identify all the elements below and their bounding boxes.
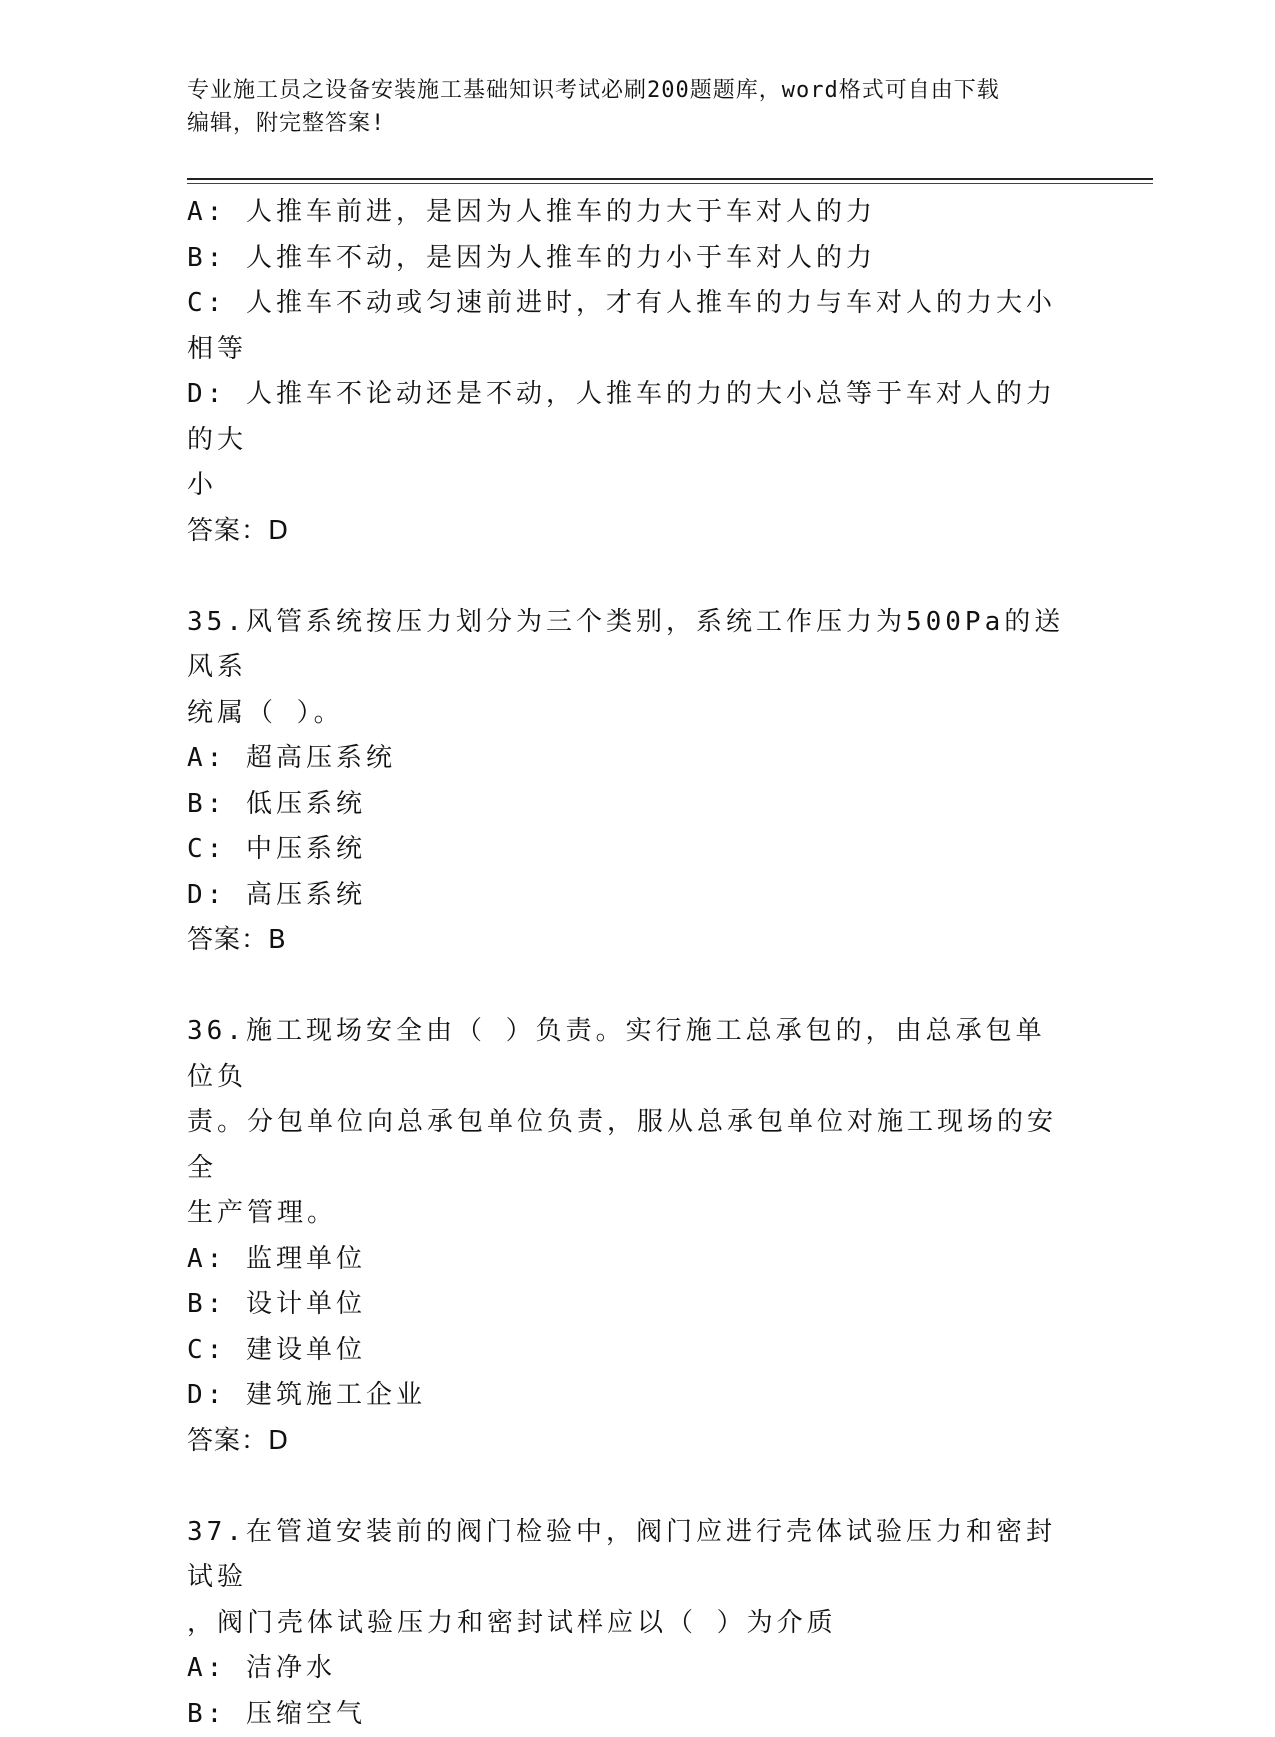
option-a: A: 超高压系统 xyxy=(187,736,1067,782)
header-title-line-2: 编辑，附完整答案! xyxy=(187,107,1067,140)
question-stem-line: 37.在管道安装前的阀门检验中，阀门应进行壳体试验压力和密封试验 xyxy=(187,1510,1067,1601)
option-b: B: 压缩空气 xyxy=(187,1692,1067,1737)
option-b: B: 设计单位 xyxy=(187,1282,1067,1328)
option-c: C: 人推车不动或匀速前进时，才有人推车的力与车对人的力大小相等 xyxy=(187,281,1067,372)
header-divider-thin xyxy=(187,183,1153,184)
option-d: D: 建筑施工企业 xyxy=(187,1373,1067,1419)
header-divider-thick xyxy=(187,178,1153,180)
question-35-block xyxy=(187,600,1067,964)
answer: 答案：B xyxy=(187,918,1067,964)
option-d: D: 高压系统 xyxy=(187,873,1067,919)
option-a: A: 洁净水 xyxy=(187,1646,1067,1692)
option-d-continued: 小 xyxy=(187,463,1067,509)
answer: 答案：D xyxy=(187,509,1067,555)
spacer xyxy=(187,964,1067,1010)
answer: 答案：D xyxy=(187,1419,1067,1465)
option-a: A: 监理单位 xyxy=(187,1237,1067,1283)
question-content xyxy=(187,190,1067,1737)
question-34-block xyxy=(187,190,1067,554)
page-header xyxy=(187,74,1067,140)
question-stem-line: 生产管理。 xyxy=(187,1191,1067,1237)
question-stem-line: 35.风管系统按压力划分为三个类别，系统工作压力为500Pa的送风系 xyxy=(187,600,1067,691)
question-stem-line: 36.施工现场安全由（ ）负责。实行施工总承包的，由总承包单位负 xyxy=(187,1009,1067,1100)
question-stem-line: 责。分包单位向总承包单位负责，服从总承包单位对施工现场的安全 xyxy=(187,1100,1067,1191)
spacer xyxy=(187,554,1067,600)
header-title-line-1: 专业施工员之设备安装施工基础知识考试必刷200题题库，word格式可自由下载 xyxy=(187,74,1067,107)
option-c: C: 中压系统 xyxy=(187,827,1067,873)
question-37-block xyxy=(187,1510,1067,1737)
question-36-block xyxy=(187,1009,1067,1464)
spacer xyxy=(187,1464,1067,1510)
option-a: A: 人推车前进，是因为人推车的力大于车对人的力 xyxy=(187,190,1067,236)
option-b: B: 人推车不动，是因为人推车的力小于车对人的力 xyxy=(187,236,1067,282)
option-c: C: 建设单位 xyxy=(187,1328,1067,1374)
question-stem-line: 统属（ ）。 xyxy=(187,691,1067,737)
option-d: D: 人推车不论动还是不动，人推车的力的大小总等于车对人的力的大 xyxy=(187,372,1067,463)
option-b: B: 低压系统 xyxy=(187,782,1067,828)
question-stem-line: ，阀门壳体试验压力和密封试样应以（ ）为介质 xyxy=(187,1601,1067,1647)
